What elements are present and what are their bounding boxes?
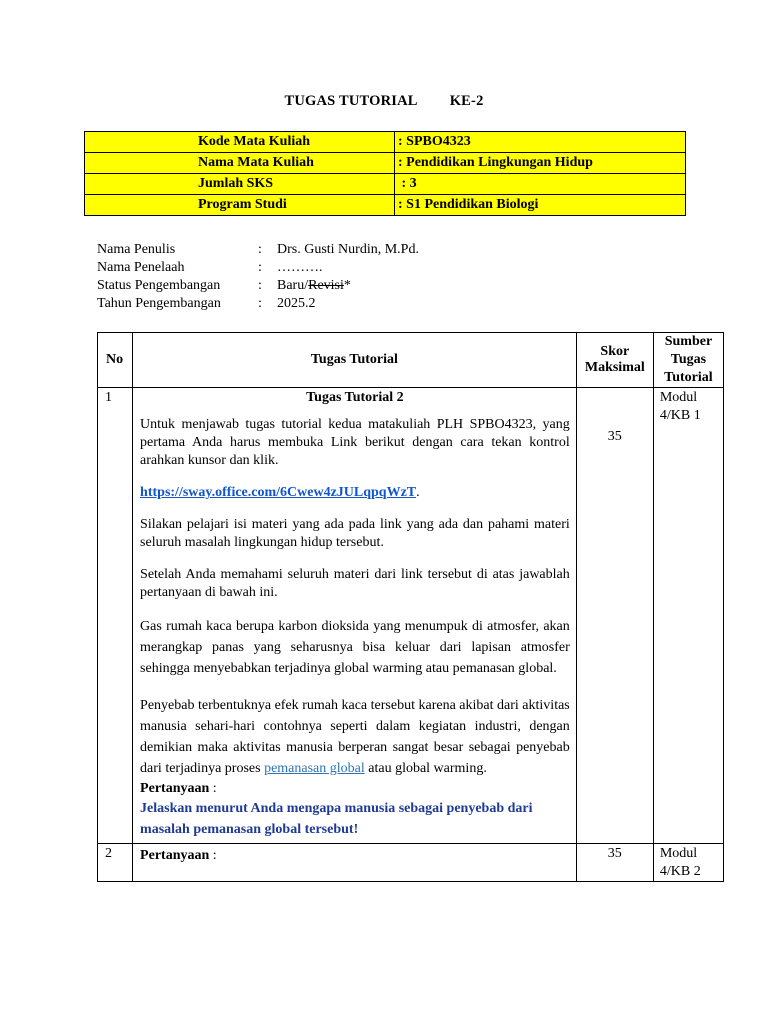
course-row-name [85, 153, 686, 174]
task-cell [133, 388, 577, 844]
header-skor [576, 333, 653, 388]
task-paragraph-2: Silakan pelajari isi materi yang ada pada link yang ada dan pahami materi seluruh masalah lingkungan hidup tersebut. [140, 517, 570, 550]
course-name-label: Nama Mata Kuliah [85, 153, 395, 174]
score-value: 35 [576, 388, 653, 844]
header-source-line3: Tutorial [664, 370, 713, 385]
link-period: . [416, 485, 420, 500]
year-value: 2025.2 [277, 296, 316, 311]
course-sks-label: Jumlah SKS [85, 174, 395, 195]
global-warming-link[interactable]: pemanasan global [264, 761, 365, 776]
status-value [277, 277, 351, 295]
score-value: 35 [576, 844, 653, 882]
question-colon: : [209, 781, 217, 796]
course-program-label: Program Studi [85, 195, 395, 216]
course-sks-value: : 3 [395, 174, 686, 195]
course-info-table [84, 131, 686, 216]
status-mark: * [343, 278, 351, 293]
question-label-text: Pertanyaan [140, 781, 210, 796]
row-number: 1 [98, 388, 133, 844]
question-label [140, 779, 570, 798]
task-cell [133, 844, 577, 882]
row-number: 2 [98, 844, 133, 882]
colon: : [258, 260, 262, 275]
source-line1: Modul [659, 846, 698, 861]
course-row-program [85, 195, 686, 216]
source-line2: 4/KB 1 [659, 408, 701, 423]
header-no: No [98, 333, 133, 388]
status-new: Baru/ [277, 278, 309, 293]
source-line1: Modul [659, 390, 698, 405]
course-code-value: : SPBO4323 [395, 132, 686, 153]
course-program-value: : S1 Pendidikan Biologi [395, 195, 686, 216]
question-label-text: Pertanyaan [140, 848, 210, 863]
table-row [98, 388, 724, 844]
colon: : [258, 242, 262, 257]
colon: : [258, 296, 262, 311]
course-row-sks [85, 174, 686, 195]
header-source-line1: Sumber [664, 334, 713, 349]
source-line2: 4/KB 2 [659, 864, 701, 879]
course-row-code [85, 132, 686, 153]
task-paragraph-5 [140, 695, 570, 779]
task-paragraph-4: Gas rumah kaca berupa karbon dioksida yang menumpuk di atmosfer, akan merangkap panas yang seharusnya bisa keluar dari lapisan atmosfer sehingga menyebabkan terjadinya global warming atau pemanasan global. [140, 619, 570, 676]
title-suffix: KE-2 [449, 93, 484, 109]
task-title: Tugas Tutorial 2 [306, 390, 404, 405]
source-cell [653, 388, 723, 844]
reviewer-value: ………. [277, 260, 323, 275]
tutorial-table [97, 332, 724, 882]
table-header-row [98, 333, 724, 388]
sway-link[interactable]: https://sway.office.com/6Cwew4zJULqpqWzT [140, 485, 417, 500]
reviewer-label: Nama Penelaah [97, 260, 185, 275]
task-link-line [140, 484, 570, 502]
year-label: Tahun Pengembangan [97, 296, 221, 311]
source-cell [653, 844, 723, 882]
p5-end: atau global warming. [364, 761, 487, 776]
colon: : [258, 278, 262, 293]
task-paragraph-3: Setelah Anda memahami seluruh materi dari link tersebut di atas jawablah pertanyaan di bawah ini. [140, 567, 570, 600]
header-skor-line1: Skor [600, 344, 630, 359]
writer-value: Drs. Gusti Nurdin, M.Pd. [277, 242, 419, 257]
writer-label: Nama Penulis [97, 242, 176, 257]
question-colon: : [209, 848, 217, 863]
header-task: Tugas Tutorial [133, 333, 577, 388]
header-skor-line2: Maksimal [584, 360, 645, 375]
table-row [98, 844, 724, 882]
course-name-value: : Pendidikan Lingkungan Hidup [395, 153, 686, 174]
task-paragraph-1: Untuk menjawab tugas tutorial kedua matakuliah PLH SPBO4323, yang pertama Anda harus membuka Link berikut dengan cara tekan kontrol arahkan kunsor dan klik. [140, 417, 570, 468]
status-revisi: Revisi [308, 278, 344, 293]
title-main: TUGAS TUTORIAL [284, 93, 418, 109]
question-label [140, 846, 570, 865]
question-text: Jelaskan menurut Anda mengapa manusia sebagai penyebab dari masalah pemanasan global tersebut! [140, 801, 533, 837]
header-source-line2: Tugas [670, 352, 707, 367]
header-source [653, 333, 723, 388]
status-label: Status Pengembangan [97, 278, 221, 293]
page-title [0, 93, 768, 110]
course-code-label: Kode Mata Kuliah [85, 132, 395, 153]
p5-text: Penyebab terbentuknya efek rumah kaca tersebut karena akibat dari aktivitas manusia sehari-hari contohnya seperti dalam kegiatan industri, dengan demikian maka aktivitas manusia berperan sangat besar sebagai penyebab dari terjadinya proses [140, 698, 570, 776]
